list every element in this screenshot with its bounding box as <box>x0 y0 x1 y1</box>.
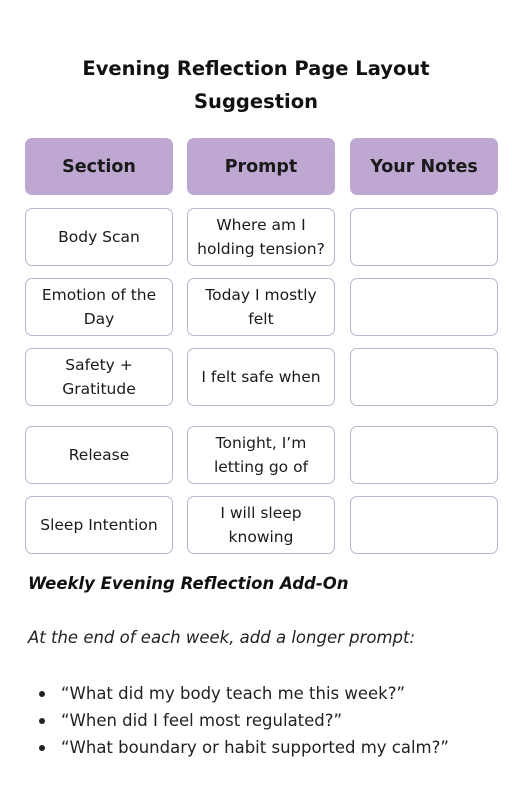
list-item: “What boundary or habit supported my calm?” <box>28 734 449 761</box>
section-label: Emotion of the Day <box>41 286 157 328</box>
section-label: Release <box>68 446 130 464</box>
row-safety-notes[interactable] <box>350 348 498 406</box>
prompt-label: Tonight, I’m letting go of <box>213 434 309 476</box>
addon-intro: At the end of each week, add a longer prompt: <box>28 628 416 647</box>
row-release-section <box>25 426 173 484</box>
header-section: Section <box>25 138 173 195</box>
page-title: Evening Reflection Page Layout Suggestion <box>82 57 430 113</box>
row-sleep-notes[interactable] <box>350 496 498 554</box>
row-emotion-notes[interactable] <box>350 278 498 336</box>
row-body-scan-notes[interactable] <box>350 208 498 266</box>
row-safety-prompt <box>187 348 335 406</box>
row-release-prompt <box>187 426 335 484</box>
row-emotion-section <box>25 278 173 336</box>
prompt-label: Where am I holding tension? <box>197 216 325 258</box>
prompt-label: I will sleep knowing <box>220 504 302 546</box>
list-item: “What did my body teach me this week?” <box>28 680 449 707</box>
row-release-notes[interactable] <box>350 426 498 484</box>
section-label: Sleep Intention <box>40 516 158 534</box>
header-your-notes: Your Notes <box>350 138 498 195</box>
section-label: Safety + Gratitude <box>62 356 136 398</box>
addon-title: Weekly Evening Reflection Add-On <box>28 574 349 593</box>
prompt-label: Today I mostly felt <box>205 286 317 328</box>
list-item: “When did I feel most regulated?” <box>28 707 449 734</box>
prompt-label: I felt safe when <box>201 368 321 386</box>
row-safety-section <box>25 348 173 406</box>
row-sleep-prompt <box>187 496 335 554</box>
row-body-scan-prompt <box>187 208 335 266</box>
header-prompt: Prompt <box>187 138 335 195</box>
row-body-scan-section <box>25 208 173 266</box>
section-label: Body Scan <box>58 228 140 246</box>
weekly-prompts-list <box>28 680 449 761</box>
row-sleep-section <box>25 496 173 554</box>
row-emotion-prompt <box>187 278 335 336</box>
